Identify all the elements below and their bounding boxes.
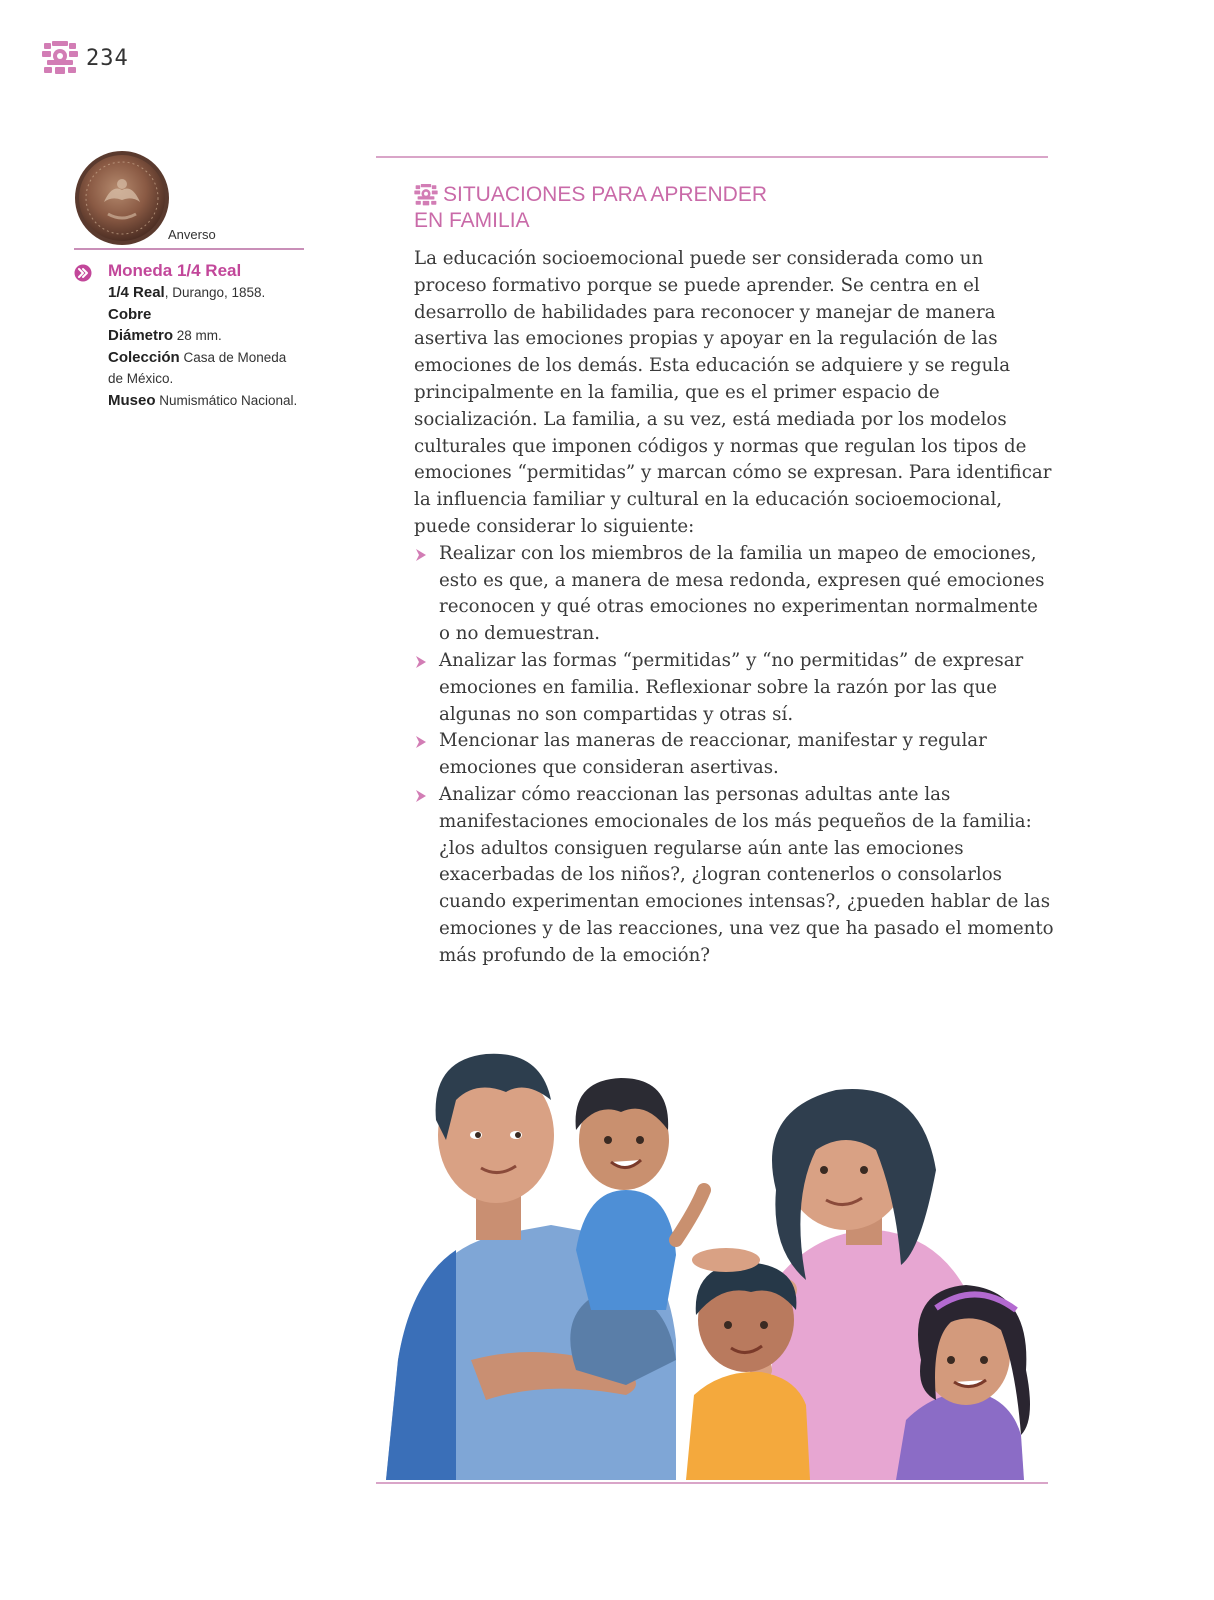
family-illustration [376,1040,1048,1480]
sidebar-divider [74,248,304,250]
section-heading-line1: SITUACIONES PARA APRENDER [443,183,768,206]
section-body [414,246,1054,970]
glyph-ornament-icon [414,184,438,206]
chevron-right-icon [414,789,428,803]
coin-denomination: 1/4 Real, Durango, 1858. [108,284,266,301]
glyph-ornament-icon [42,41,78,75]
suggestion-list [414,541,1054,970]
double-chevron-right-icon [74,264,94,282]
bottom-divider [376,1482,1048,1484]
coin-material: Cobre [108,305,152,323]
page-number-block [42,38,129,78]
top-divider [376,156,1048,158]
coin-title: Moneda 1/4 Real [108,261,242,280]
list-item: Analizar las formas “permitidas” y “no permitidas” de expresar emociones en familia. Reflexionar sobre la razón por las que algunas no son compartidas y otras sí. [414,648,1054,728]
section-heading-line2: EN FAMILIA [414,209,530,232]
chevron-right-icon [414,655,428,669]
coin-description [74,260,304,411]
chevron-right-icon [414,735,428,749]
coin-caption: Anverso [168,227,216,242]
coin-image [74,150,170,246]
coin-diameter: Diámetro 28 mm. [108,327,222,344]
list-item: Realizar con los miembros de la familia un mapeo de emociones, esto es que, a manera de mesa redonda, expresen qué emociones reconocen y qué otras emociones no experimentan normalmente o no demuestran. [414,541,1054,648]
coin-sidebar [74,150,304,411]
page-number: 234 [86,45,129,71]
list-item: Analizar cómo reaccionan las personas adultas ante las manifestaciones emocionales de los más pequeños de la familia: ¿los adultos consiguen regularse aún ante las emociones exacerbadas de los niños?, ¿logran contenerlos o consolarlos cuando experimentan emociones intensas?, ¿pueden hablar de las emociones y de las reacciones, una vez que ha pasado el momento más profundo de la emoción? [414,782,1054,970]
older-boy-figure [570,1078,704,1385]
chevron-right-icon [414,548,428,562]
intro-paragraph: La educación socioemocional puede ser considerada como un proceso formativo porque se puede aprender. Se centra en el desarrollo de habilidades para reconocer y manejar de manera asertiva las emociones propias y apoyar en la regulación de las emociones de los demás. Esta educación se adquiere y se regula principalmente en la familia, que es el primer espacio de socialización. La familia, a su vez, está mediada por los modelos culturales que imponen códigos y normas que regulan los tipos de emociones “permitidas” y marcan cómo se expresan. Para identificar la influencia familiar y cultural en la educación socioemocional, puede considerar lo siguiente: [414,248,1052,537]
coin-museum: Museo Numismático Nacional. [108,391,298,409]
coin-collection: Colección Casa de Moneda de México. [108,348,287,386]
section-heading [414,182,767,234]
list-item: Mencionar las maneras de reaccionar, manifestar y regular emociones que consideran asertivas. [414,728,1054,782]
